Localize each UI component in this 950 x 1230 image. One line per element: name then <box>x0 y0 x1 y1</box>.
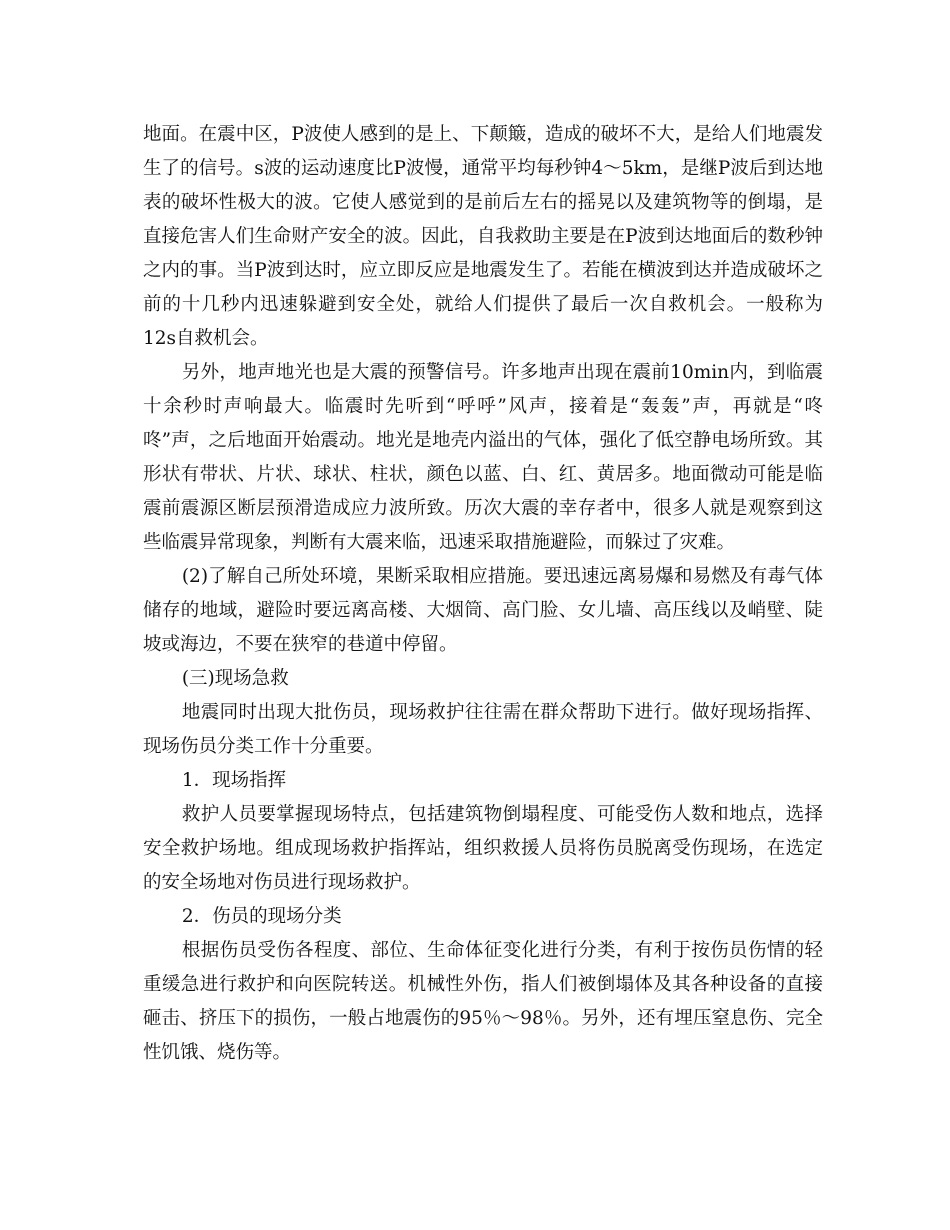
paragraph-onsite-command: 救护人员要掌握现场特点，包括建筑物倒塌程度、可能受伤人数和地点，选择安全救护场地。组成现场救护指挥站，组织救援人员将伤员脱离受伤现场，在选定的安全场地对伤员进行现场救护。 <box>143 804 823 893</box>
paragraph-p-wave-self-rescue: 地面。在震中区，P波使人感到的是上、下颠簸，造成的破坏不大，是给人们地震发生了的信号。s波的运动速度比P波慢，通常平均每秒钟4～5km，是继P波后到达地表的破坏性极大的波。它使人感觉到的是前后左右的摇晃以及建筑物等的倒塌，是直接危害人们生命财产安全的波。因此，自我救助主要是在P波到达地面后的数秒钟之内的事。当P波到达时，应立即反应是地震发生了。若能在横波到达并造成破坏之前的十几秒内迅速躲避到安全处，就给人们提供了最后一次自救机会。一般称为12s自救机会。 <box>143 124 823 349</box>
subheading-casualty-classification: 2．伤员的现场分类 <box>181 906 342 927</box>
paragraph-casualty-classification: 根据伤员受伤各程度、部位、生命体征变化进行分类，有利于按伤员伤情的轻重缓急进行救护和向医院转送。机械性外伤，指人们被倒塌体及其各种设备的直接砸击、挤压下的损伤，一般占地震伤的95％～98％。另外，还有埋压窒息伤、完全性饥饿、烧伤等。 <box>143 940 823 1063</box>
section-heading-onsite-first-aid: (三)现场急救 <box>181 668 289 689</box>
subheading-onsite-command: 1．现场指挥 <box>181 770 287 791</box>
paragraph-earthquake-sound-light: 另外，地声地光也是大震的预警信号。许多地声出现在震前10min内，到临震十余秒时声响最大。临震时先听到“呼呼”风声，接着是“轰轰”声，再就是“咚咚”声，之后地面开始震动。地光是地壳内溢出的气体，强化了低空静电场所致。其形状有带状、片状、球状、柱状，颜色以蓝、白、红、黄居多。地面微动可能是临震前震源区断层预滑造成应力波所致。历次大震的幸存者中，很多人就是观察到这些临震异常现象，判断有大震来临，迅速采取措施避险，而躲过了灾难。 <box>143 362 823 553</box>
paragraph-onsite-rescue-intro: 地震同时出现大批伤员，现场救护往往需在群众帮助下进行。做好现场指挥、现场伤员分类工作十分重要。 <box>143 702 823 757</box>
paragraph-know-environment: (2)了解自己所处环境，果断采取相应措施。要迅速远离易爆和易燃及有毒气体储存的地域，避险时要远离高楼、大烟筒、高门脸、女儿墙、高压线以及峭壁、陡坡或海边，不要在狭窄的巷道中停留。 <box>143 566 823 655</box>
document-body <box>143 118 823 1070</box>
